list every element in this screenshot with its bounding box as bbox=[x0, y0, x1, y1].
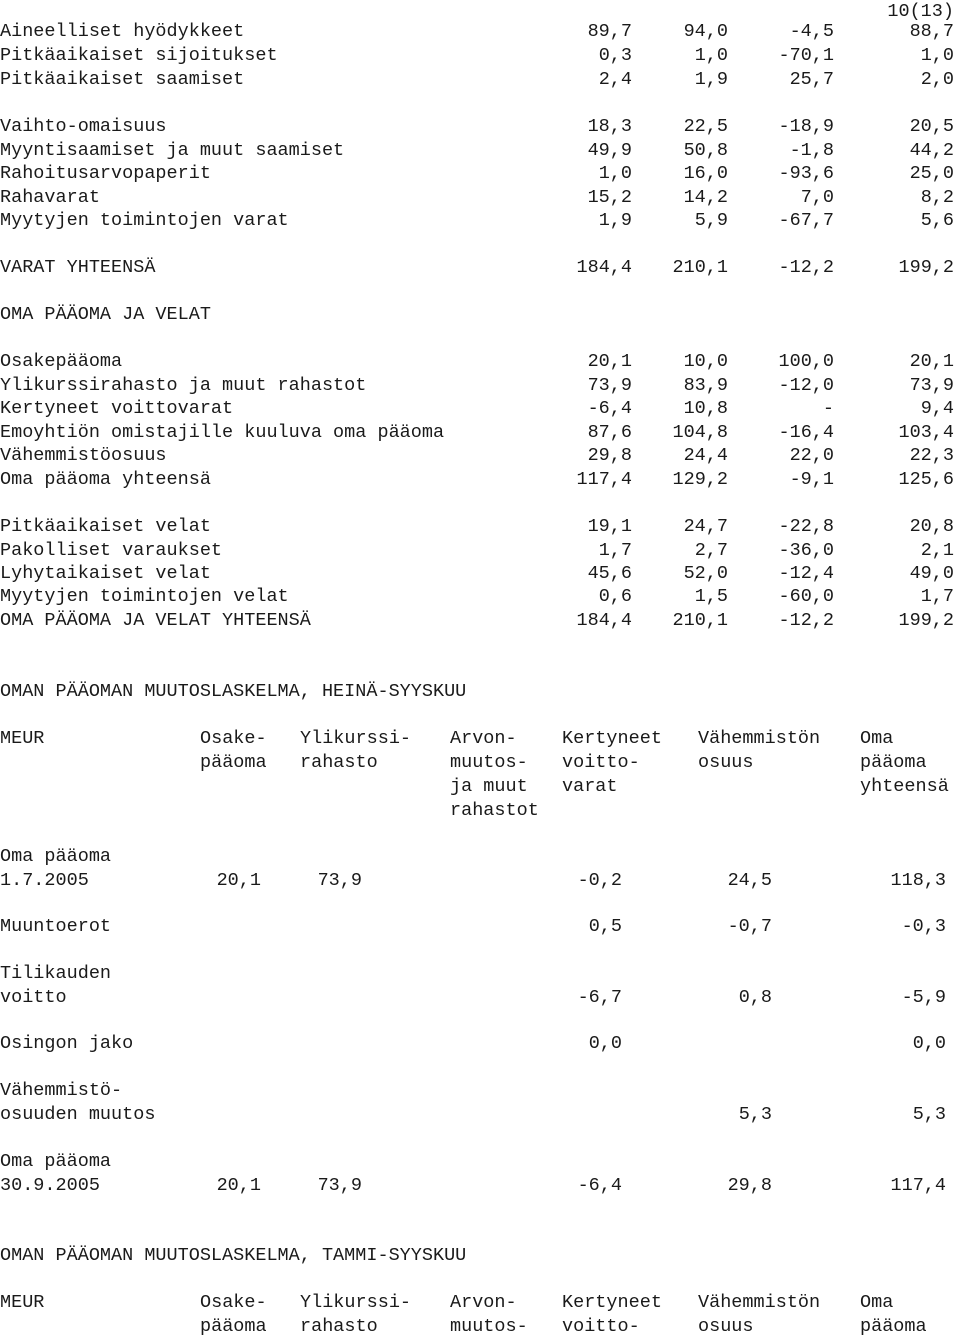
row-value-v2: 94,0 bbox=[683, 21, 728, 42]
row-label: Myytyjen toimintojen varat bbox=[0, 210, 289, 231]
row-value-v2: 210,1 bbox=[672, 610, 728, 631]
row-value-v4: 25,0 bbox=[909, 163, 954, 184]
equity-statement-title-ytd: OMAN PÄÄOMAN MUUTOSLASKELMA, TAMMI-SYYSKUU bbox=[0, 1245, 467, 1266]
equity-value-vahemmisto: 29,8 bbox=[727, 1174, 772, 1196]
row-value-v4: 20,8 bbox=[909, 516, 954, 537]
column-header-oma: Oma pääoma bbox=[860, 1292, 927, 1337]
row-value-v4: 20,5 bbox=[909, 116, 954, 137]
page-number: 10(13) bbox=[887, 1, 954, 22]
row-value-v3: -36,0 bbox=[778, 540, 834, 561]
row-value-v4: 20,1 bbox=[909, 351, 954, 372]
row-value-v2: 24,7 bbox=[683, 516, 728, 537]
row-value-v2: 14,2 bbox=[683, 187, 728, 208]
column-header-ylikurssi: Ylikurssi- rahasto bbox=[300, 728, 412, 773]
column-header-vahemmisto: Vähemmistön osuus bbox=[698, 1292, 821, 1337]
row-value-v4: 103,4 bbox=[898, 422, 954, 443]
row-value-v2: 104,8 bbox=[672, 422, 728, 443]
row-label: Kertyneet voittovarat bbox=[0, 398, 234, 419]
row-value-v1: 0,6 bbox=[598, 586, 632, 607]
row-value-v4: 2,1 bbox=[920, 540, 954, 561]
equity-row-label: Vähemmistö- osuuden muutos bbox=[0, 1080, 156, 1125]
row-label: Pitkäaikaiset velat bbox=[0, 516, 211, 537]
row-value-v2: 52,0 bbox=[683, 563, 728, 584]
row-label: Pitkäaikaiset sijoitukset bbox=[0, 45, 278, 66]
row-value-v3: -93,6 bbox=[778, 163, 834, 184]
equity-value-oma: -0,3 bbox=[901, 916, 946, 937]
row-value-v4: 1,7 bbox=[920, 586, 954, 607]
column-header-kertyneet: Kertyneet voitto- bbox=[562, 1292, 662, 1337]
row-value-v4: 22,3 bbox=[909, 445, 954, 466]
equity-value-kertyneet: 0,0 bbox=[588, 1033, 622, 1054]
row-value-v3: -12,0 bbox=[778, 375, 834, 396]
row-value-v4: 88,7 bbox=[909, 21, 954, 42]
row-value-v1: 19,1 bbox=[587, 516, 632, 537]
row-value-v3: -18,9 bbox=[778, 116, 834, 137]
row-value-v1: 15,2 bbox=[587, 187, 632, 208]
equity-value-vahemmisto: 0,8 bbox=[738, 986, 772, 1008]
row-value-v3: -4,5 bbox=[789, 21, 834, 42]
row-value-v1: 1,9 bbox=[598, 210, 632, 231]
row-label: Vähemmistöosuus bbox=[0, 445, 167, 466]
row-value-v3: -60,0 bbox=[778, 586, 834, 607]
row-label: Oma pääoma yhteensä bbox=[0, 469, 211, 490]
row-label: Pitkäaikaiset saamiset bbox=[0, 69, 245, 90]
row-label: Rahavarat bbox=[0, 187, 100, 208]
row-label: VARAT YHTEENSÄ bbox=[0, 257, 156, 278]
row-label: Myyntisaamiset ja muut saamiset bbox=[0, 140, 345, 161]
row-label: OMA PÄÄOMA JA VELAT bbox=[0, 304, 211, 325]
equity-value-osake: 20,1 bbox=[216, 869, 261, 891]
row-label: Lyhytaikaiset velat bbox=[0, 563, 211, 584]
row-value-v4: 199,2 bbox=[898, 610, 954, 631]
equity-row-label: Oma pääoma 1.7.2005 bbox=[0, 846, 112, 891]
row-value-v2: 1,9 bbox=[694, 69, 728, 90]
equity-value-kertyneet: -0,2 bbox=[577, 869, 622, 891]
row-value-v2: 24,4 bbox=[683, 445, 728, 466]
equity-value-ylikurssi: 73,9 bbox=[317, 869, 362, 891]
row-value-v3: -70,1 bbox=[778, 45, 834, 66]
equity-value-oma: 5,3 bbox=[912, 1103, 946, 1125]
equity-value-vahemmisto: 5,3 bbox=[738, 1103, 772, 1125]
row-value-v3: -12,2 bbox=[778, 257, 834, 278]
row-label: Pakolliset varaukset bbox=[0, 540, 223, 561]
row-label: Aineelliset hyödykkeet bbox=[0, 21, 245, 42]
row-label: Emoyhtiön omistajille kuuluva oma pääoma bbox=[0, 422, 445, 443]
row-value-v3: 25,7 bbox=[789, 69, 834, 90]
row-value-v1: 18,3 bbox=[587, 116, 632, 137]
row-value-v4: 1,0 bbox=[920, 45, 954, 66]
row-value-v1: 1,0 bbox=[598, 163, 632, 184]
row-value-v1: 117,4 bbox=[576, 469, 632, 490]
row-value-v1: 29,8 bbox=[587, 445, 632, 466]
row-value-v4: 9,4 bbox=[920, 398, 954, 419]
row-value-v1: 49,9 bbox=[587, 140, 632, 161]
equity-value-kertyneet: 0,5 bbox=[588, 916, 622, 937]
row-label: Ylikurssirahasto ja muut rahastot bbox=[0, 375, 367, 396]
column-header-meur: MEUR bbox=[0, 728, 45, 749]
row-value-v4: 44,2 bbox=[909, 140, 954, 161]
equity-value-kertyneet: -6,4 bbox=[577, 1174, 622, 1196]
row-value-v3: 22,0 bbox=[789, 445, 834, 466]
row-value-v2: 1,0 bbox=[694, 45, 728, 66]
row-value-v3: -16,4 bbox=[778, 422, 834, 443]
row-value-v1: 184,4 bbox=[576, 257, 632, 278]
equity-value-vahemmisto: -0,7 bbox=[727, 916, 772, 937]
equity-value-oma: 0,0 bbox=[912, 1033, 946, 1054]
row-value-v2: 10,0 bbox=[683, 351, 728, 372]
row-value-v1: 2,4 bbox=[598, 69, 632, 90]
row-value-v3: -12,2 bbox=[778, 610, 834, 631]
row-value-v3: -67,7 bbox=[778, 210, 834, 231]
row-value-v2: 50,8 bbox=[683, 140, 728, 161]
column-header-arvon: Arvon- muutos- ja muut rahastot bbox=[450, 728, 539, 821]
equity-value-oma: -5,9 bbox=[901, 986, 946, 1008]
row-value-v2: 129,2 bbox=[672, 469, 728, 490]
equity-value-osake: 20,1 bbox=[216, 1174, 261, 1196]
row-value-v2: 2,7 bbox=[694, 540, 728, 561]
column-header-arvon: Arvon- muutos- bbox=[450, 1292, 528, 1337]
row-value-v1: 184,4 bbox=[576, 610, 632, 631]
row-value-v2: 83,9 bbox=[683, 375, 728, 396]
row-value-v4: 199,2 bbox=[898, 257, 954, 278]
row-value-v3: 100,0 bbox=[778, 351, 834, 372]
equity-value-oma: 117,4 bbox=[890, 1174, 946, 1196]
row-value-v1: 1,7 bbox=[598, 540, 632, 561]
row-value-v3: -1,8 bbox=[789, 140, 834, 161]
row-value-v1: 89,7 bbox=[587, 21, 632, 42]
column-header-vahemmisto: Vähemmistön osuus bbox=[698, 728, 821, 773]
row-value-v3: - bbox=[822, 398, 834, 419]
column-header-ylikurssi: Ylikurssi- rahasto bbox=[300, 1292, 412, 1337]
row-value-v4: 5,6 bbox=[920, 210, 954, 231]
row-value-v4: 2,0 bbox=[920, 69, 954, 90]
row-label: Myytyjen toimintojen velat bbox=[0, 586, 289, 607]
column-header-kertyneet: Kertyneet voitto- varat bbox=[562, 728, 662, 797]
equity-row-label: Oma pääoma 30.9.2005 bbox=[0, 1151, 112, 1196]
row-value-v4: 49,0 bbox=[909, 563, 954, 584]
row-value-v1: 0,3 bbox=[598, 45, 632, 66]
column-header-osake: Osake- pääoma bbox=[200, 1292, 267, 1337]
row-value-v4: 73,9 bbox=[909, 375, 954, 396]
row-value-v2: 16,0 bbox=[683, 163, 728, 184]
row-value-v3: -22,8 bbox=[778, 516, 834, 537]
column-header-osake: Osake- pääoma bbox=[200, 728, 267, 773]
column-header-meur: MEUR bbox=[0, 1292, 45, 1313]
equity-value-vahemmisto: 24,5 bbox=[727, 869, 772, 891]
row-value-v3: 7,0 bbox=[800, 187, 834, 208]
row-value-v2: 1,5 bbox=[694, 586, 728, 607]
equity-row-label: Tilikauden voitto bbox=[0, 963, 112, 1008]
row-value-v2: 5,9 bbox=[694, 210, 728, 231]
row-label: Vaihto-omaisuus bbox=[0, 116, 167, 137]
column-header-oma: Oma pääoma yhteensä bbox=[860, 728, 949, 797]
row-value-v2: 10,8 bbox=[683, 398, 728, 419]
row-value-v4: 8,2 bbox=[920, 187, 954, 208]
equity-row-label: Muuntoerot bbox=[0, 916, 112, 937]
row-value-v4: 125,6 bbox=[898, 469, 954, 490]
row-value-v1: 45,6 bbox=[587, 563, 632, 584]
row-label: Rahoitusarvopaperit bbox=[0, 163, 211, 184]
row-value-v3: -9,1 bbox=[789, 469, 834, 490]
row-value-v1: 73,9 bbox=[587, 375, 632, 396]
row-value-v2: 210,1 bbox=[672, 257, 728, 278]
row-label: OMA PÄÄOMA JA VELAT YHTEENSÄ bbox=[0, 610, 311, 631]
equity-value-ylikurssi: 73,9 bbox=[317, 1174, 362, 1196]
equity-statement-title-q3: OMAN PÄÄOMAN MUUTOSLASKELMA, HEINÄ-SYYSKUU bbox=[0, 681, 467, 702]
row-value-v1: 20,1 bbox=[587, 351, 632, 372]
equity-value-oma: 118,3 bbox=[890, 869, 946, 891]
row-value-v1: -6,4 bbox=[587, 398, 632, 419]
row-value-v1: 87,6 bbox=[587, 422, 632, 443]
row-value-v2: 22,5 bbox=[683, 116, 728, 137]
row-label: Osakepääoma bbox=[0, 351, 123, 372]
row-value-v3: -12,4 bbox=[778, 563, 834, 584]
equity-row-label: Osingon jako bbox=[0, 1033, 134, 1054]
equity-value-kertyneet: -6,7 bbox=[577, 986, 622, 1008]
